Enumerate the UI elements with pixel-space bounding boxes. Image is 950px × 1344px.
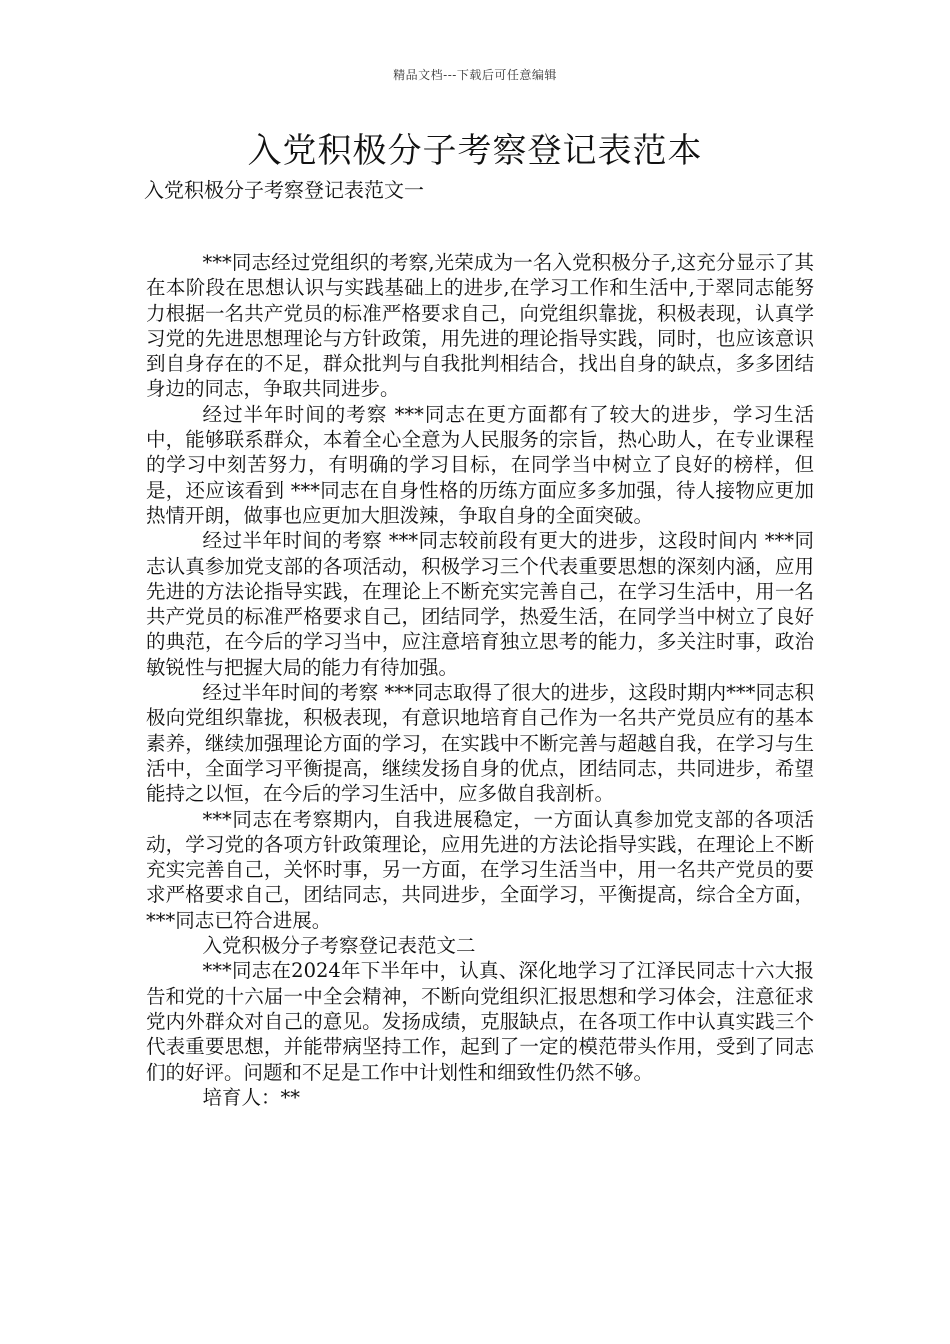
paragraph-2: 经过半年时间的考察 ***同志在更方面都有了较大的进步，学习生活中，能够联系群众，本着全心全意为人民服务的宗旨，热心助人，在专业课程的学习中刻苦努力，有明确的学习目标，在同学当中树立了良好的榜样，但是，还应该看到 ***同志在自身性格的历练方面应多多加强，待人接物应更加热情开朗，做事也应更加大胆泼辣，争取自身的全面突破。 <box>146 402 814 527</box>
paragraph-6: ***同志在2024年下半年中，认真、深化地学习了江泽民同志十六大报告和党的十六届一中全会精神，不断向党组织汇报思想和学习体会，注意征求党内外群众对自己的意见。发扬成绩，克服缺点，在各项工作中认真实践三个代表重要思想，并能带病坚持工作，起到了一定的模范带头作用，受到了同志们的好评。问题和不足是工作中计划性和细致性仍然不够。 <box>146 959 814 1084</box>
section-heading-two: 入党积极分子考察登记表范文二 <box>202 934 476 958</box>
document-body <box>146 250 814 1110</box>
section-heading-one: 入党积极分子考察登记表范文一 <box>144 178 424 202</box>
paragraph-1: ***同志经过党组织的考察,光荣成为一名入党积极分子,这充分显示了其在本阶段在思想认识与实践基础上的进步,在学习工作和生活中,于翠同志能努力根据一名共产党员的标准严格要求自己，向党组织靠拢，积极表现，认真学习党的先进思想理论与方针政策，用先进的理论指导实践，同时，也应该意识到自身存在的不足，群众批判与自我批判相结合，找出自身的缺点，多多团结身边的同志，争取共同进步。 <box>146 251 814 401</box>
paragraph-3: 经过半年时间的考察 ***同志较前段有更大的进步，这段时间内 ***同志认真参加党支部的各项活动，积极学习三个代表重要思想的深刻内涵，应用先进的方法论指导实践，在理论上不断充实完善自己，在学习生活中，用一名共产党员的标准严格要求自己，团结同学，热爱生活，在同学当中树立了良好的典范，在今后的学习当中，应注意培育独立思考的能力，多关注时事，政治敏锐性与把握大局的能力有待加强。 <box>146 529 814 679</box>
signature-line: 培育人：** <box>202 1085 301 1109</box>
document-title: 入党积极分子考察登记表范本 <box>247 131 703 171</box>
paragraph-5: ***同志在考察期内，自我进展稳定，一方面认真参加党支部的各项活动，学习党的各项方针政策理论，应用先进的方法论指导实践，在理论上不断充实完善自己，关怀时事，另一方面，在学习生活当中，用一名共产党员的要求严格要求自己，团结同志，共同进步，全面学习，平衡提高，综合全方面，***同志已符合进展。 <box>146 807 814 932</box>
paragraph-4: 经过半年时间的考察 ***同志取得了很大的进步，这段时期内***同志积极向党组织靠拢，积极表现，有意识地培育自己作为一名共产党员应有的基本素养，继续加强理论方面的学习，在实践中不断完善与超越自我，在学习与生活中，全面学习平衡提高，继续发扬自身的优点，团结同志，共同进步，希望能持之以恒，在今后的学习生活中，应多做自我剖析。 <box>146 681 814 806</box>
header-note: 精品文档---下载后可任意编辑 <box>393 68 557 82</box>
